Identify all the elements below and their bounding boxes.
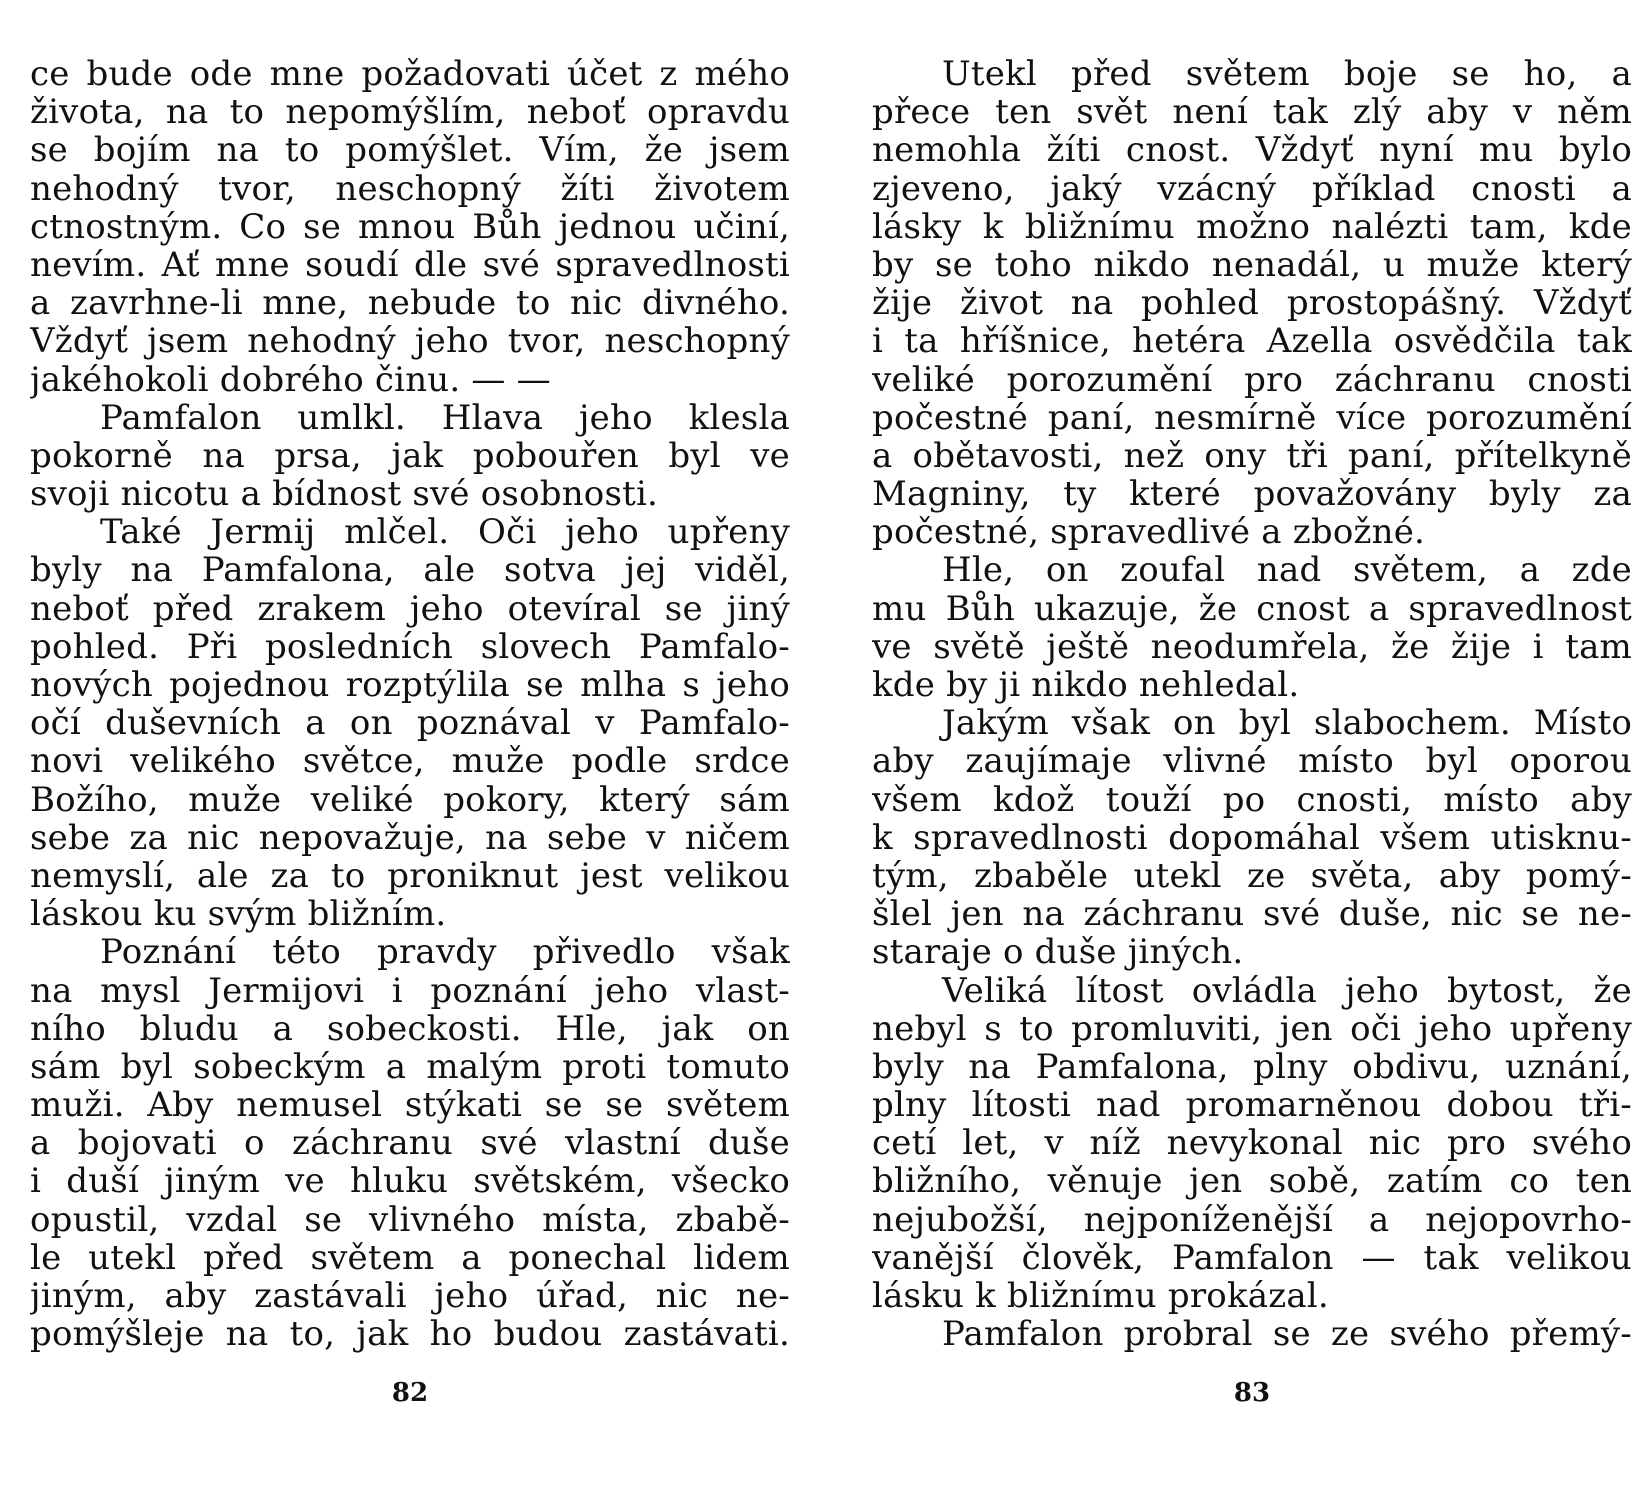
text-line: neboť před zrakem jeho otevíral se jiný [30, 589, 790, 628]
text-line: a zavrhne-li mne, nebude to nic divného. [30, 284, 790, 323]
text-line: by se toho nikdo nenadál, u muže který [872, 245, 1632, 285]
text-line: cetí let, v níž nevykonal nic pro svého [872, 1124, 1632, 1163]
text-line: života, na to nepomýšlím, neboť opravdu [30, 93, 790, 132]
text-line: bližního, věnuje jen sobě, zatím co ten [872, 1162, 1632, 1201]
text-line: k spravedlnosti dopomáhal všem utisknu- [872, 818, 1632, 857]
text-line: nových pojednou rozptýlila se mlha s jeho [30, 666, 790, 705]
text-line: Jakým však on byl slabochem. Místo [942, 704, 1632, 743]
text-line: novi velikého světce, muže podle srdce [30, 742, 790, 781]
left-page-text [30, 55, 790, 1353]
text-line: žije život na pohled prostopášný. Vždyť [872, 284, 1632, 323]
text-line: na mysl Jermijovi i poznání jeho vlast- [30, 971, 790, 1010]
text-line: Pamfalon probral se ze svého přemý- [942, 1315, 1632, 1354]
text-line: počestné, spravedlivé a zbožné. [872, 513, 1426, 552]
text-line: Také Jermij mlčel. Oči jeho upřeny [100, 513, 790, 552]
text-line: nemohla žíti cnost. Vždyť nyní mu bylo [872, 131, 1632, 170]
text-line: Pamfalon umlkl. Hlava jeho klesla [100, 398, 790, 437]
text-line: Utekl před světem boje se ho, a [942, 55, 1632, 94]
text-line: přece ten svět není tak zlý aby v něm [872, 93, 1632, 132]
text-line: nemyslí, ale za to proniknut jest velikou [30, 856, 790, 896]
text-line: láskou ku svým bližním. [30, 895, 447, 934]
text-line: Hle, on zoufal nad světem, a zde [942, 551, 1632, 590]
text-line: le utekl před světem a ponechal lidem [30, 1238, 790, 1277]
text-line: kde by ji nikdo nehledal. [872, 666, 1300, 705]
text-line: Vždyť jsem nehodný jeho tvor, neschopný [30, 322, 790, 361]
text-line: šlel jen na záchranu své duše, nic se ne- [872, 895, 1632, 934]
text-line: počestné paní, nesmírně více porozumění [872, 398, 1632, 437]
text-line: byly na Pamfalona, plny obdivu, uznání, [872, 1047, 1632, 1087]
text-line: ního bludu a sobeckosti. Hle, jak on [30, 1009, 790, 1048]
text-line: muži. Aby nemusel stýkati se se světem [30, 1086, 790, 1125]
text-line: Poznání této pravdy přivedlo však [100, 933, 790, 972]
right-page [872, 55, 1632, 1455]
text-line: ve světě ještě neodumřela, že žije i tam [872, 627, 1632, 666]
text-line: jiným, aby zastávali jeho úřad, nic ne- [30, 1277, 790, 1316]
text-line: i duší jiným ve hluku světském, všecko [30, 1162, 790, 1201]
text-line: lásky k bližnímu možno nalézti tam, kde [872, 207, 1632, 246]
text-line: vanější člověk, Pamfalon — tak velikou [872, 1238, 1632, 1277]
right-page-number: 83 [1233, 1378, 1271, 1408]
text-line: Božího, muže veliké pokory, který sám [30, 780, 790, 819]
text-line: nehodný tvor, neschopný žíti životem [30, 169, 790, 208]
text-line: pohled. Při posledních slovech Pamfalo- [30, 627, 790, 666]
text-line: ce bude ode mne požadovati účet z mého [30, 55, 790, 94]
text-line: tým, zbaběle utekl ze světa, aby pomý- [872, 856, 1632, 896]
text-line: zjeveno, jaký vzácný příklad cnosti a [872, 169, 1632, 208]
text-line: i ta hříšnice, hetéra Azella osvědčila tak [872, 322, 1632, 361]
text-line: a bojovati o záchranu své vlastní duše [30, 1124, 790, 1163]
text-line: sebe za nic nepovažuje, na sebe v ničem [30, 818, 790, 857]
text-line: a obětavosti, než ony tři paní, přítelkyně [872, 436, 1632, 476]
text-line: se bojím na to pomýšlet. Vím, že jsem [30, 131, 790, 170]
text-line: očí duševních a on poznával v Pamfalo- [30, 704, 790, 743]
left-page-number: 82 [391, 1378, 429, 1408]
text-line: sám byl sobeckým a malým proti tomuto [30, 1047, 790, 1087]
text-line: opustil, vzdal se vlivného místa, zbabě- [30, 1200, 790, 1239]
text-line: všem kdož touží po cnosti, místo aby [872, 780, 1632, 819]
text-line: ctnostným. Co se mnou Bůh jednou učiní, [30, 207, 790, 246]
text-line: Veliká lítost ovládla jeho bytost, že [942, 971, 1632, 1010]
text-line: nejubožší, nejponíženější a nejopovrho- [872, 1200, 1632, 1239]
text-line: veliké porozumění pro záchranu cnosti [872, 360, 1632, 399]
right-page-text [872, 55, 1632, 1353]
left-page [30, 55, 790, 1455]
text-line: plny lítosti nad promarněnou dobou tři- [872, 1086, 1632, 1125]
text-line: aby zaujímaje vlivné místo byl oporou [872, 742, 1632, 781]
text-line: jakéhokoli dobrého činu. — — [30, 360, 551, 399]
text-line: lásku k bližnímu prokázal. [872, 1277, 1329, 1316]
text-line: mu Bůh ukazuje, že cnost a spravedlnost [872, 589, 1632, 628]
text-line: Magniny, ty které považovány byly za [872, 475, 1632, 514]
text-line: nebyl s to promluviti, jen oči jeho upřeny [872, 1009, 1632, 1048]
text-line: staraje o duše jiných. [872, 933, 1244, 972]
text-line: byly na Pamfalona, ale sotva jej viděl, [30, 551, 790, 590]
text-line: pokorně na prsa, jak pobouřen byl ve [30, 436, 790, 476]
text-line: pomýšleje na to, jak ho budou zastávati. [30, 1315, 790, 1354]
text-line: nevím. Ať mne soudí dle své spravedlnosti [30, 245, 790, 285]
text-line: svoji nicotu a bídnost své osobnosti. [30, 475, 659, 514]
